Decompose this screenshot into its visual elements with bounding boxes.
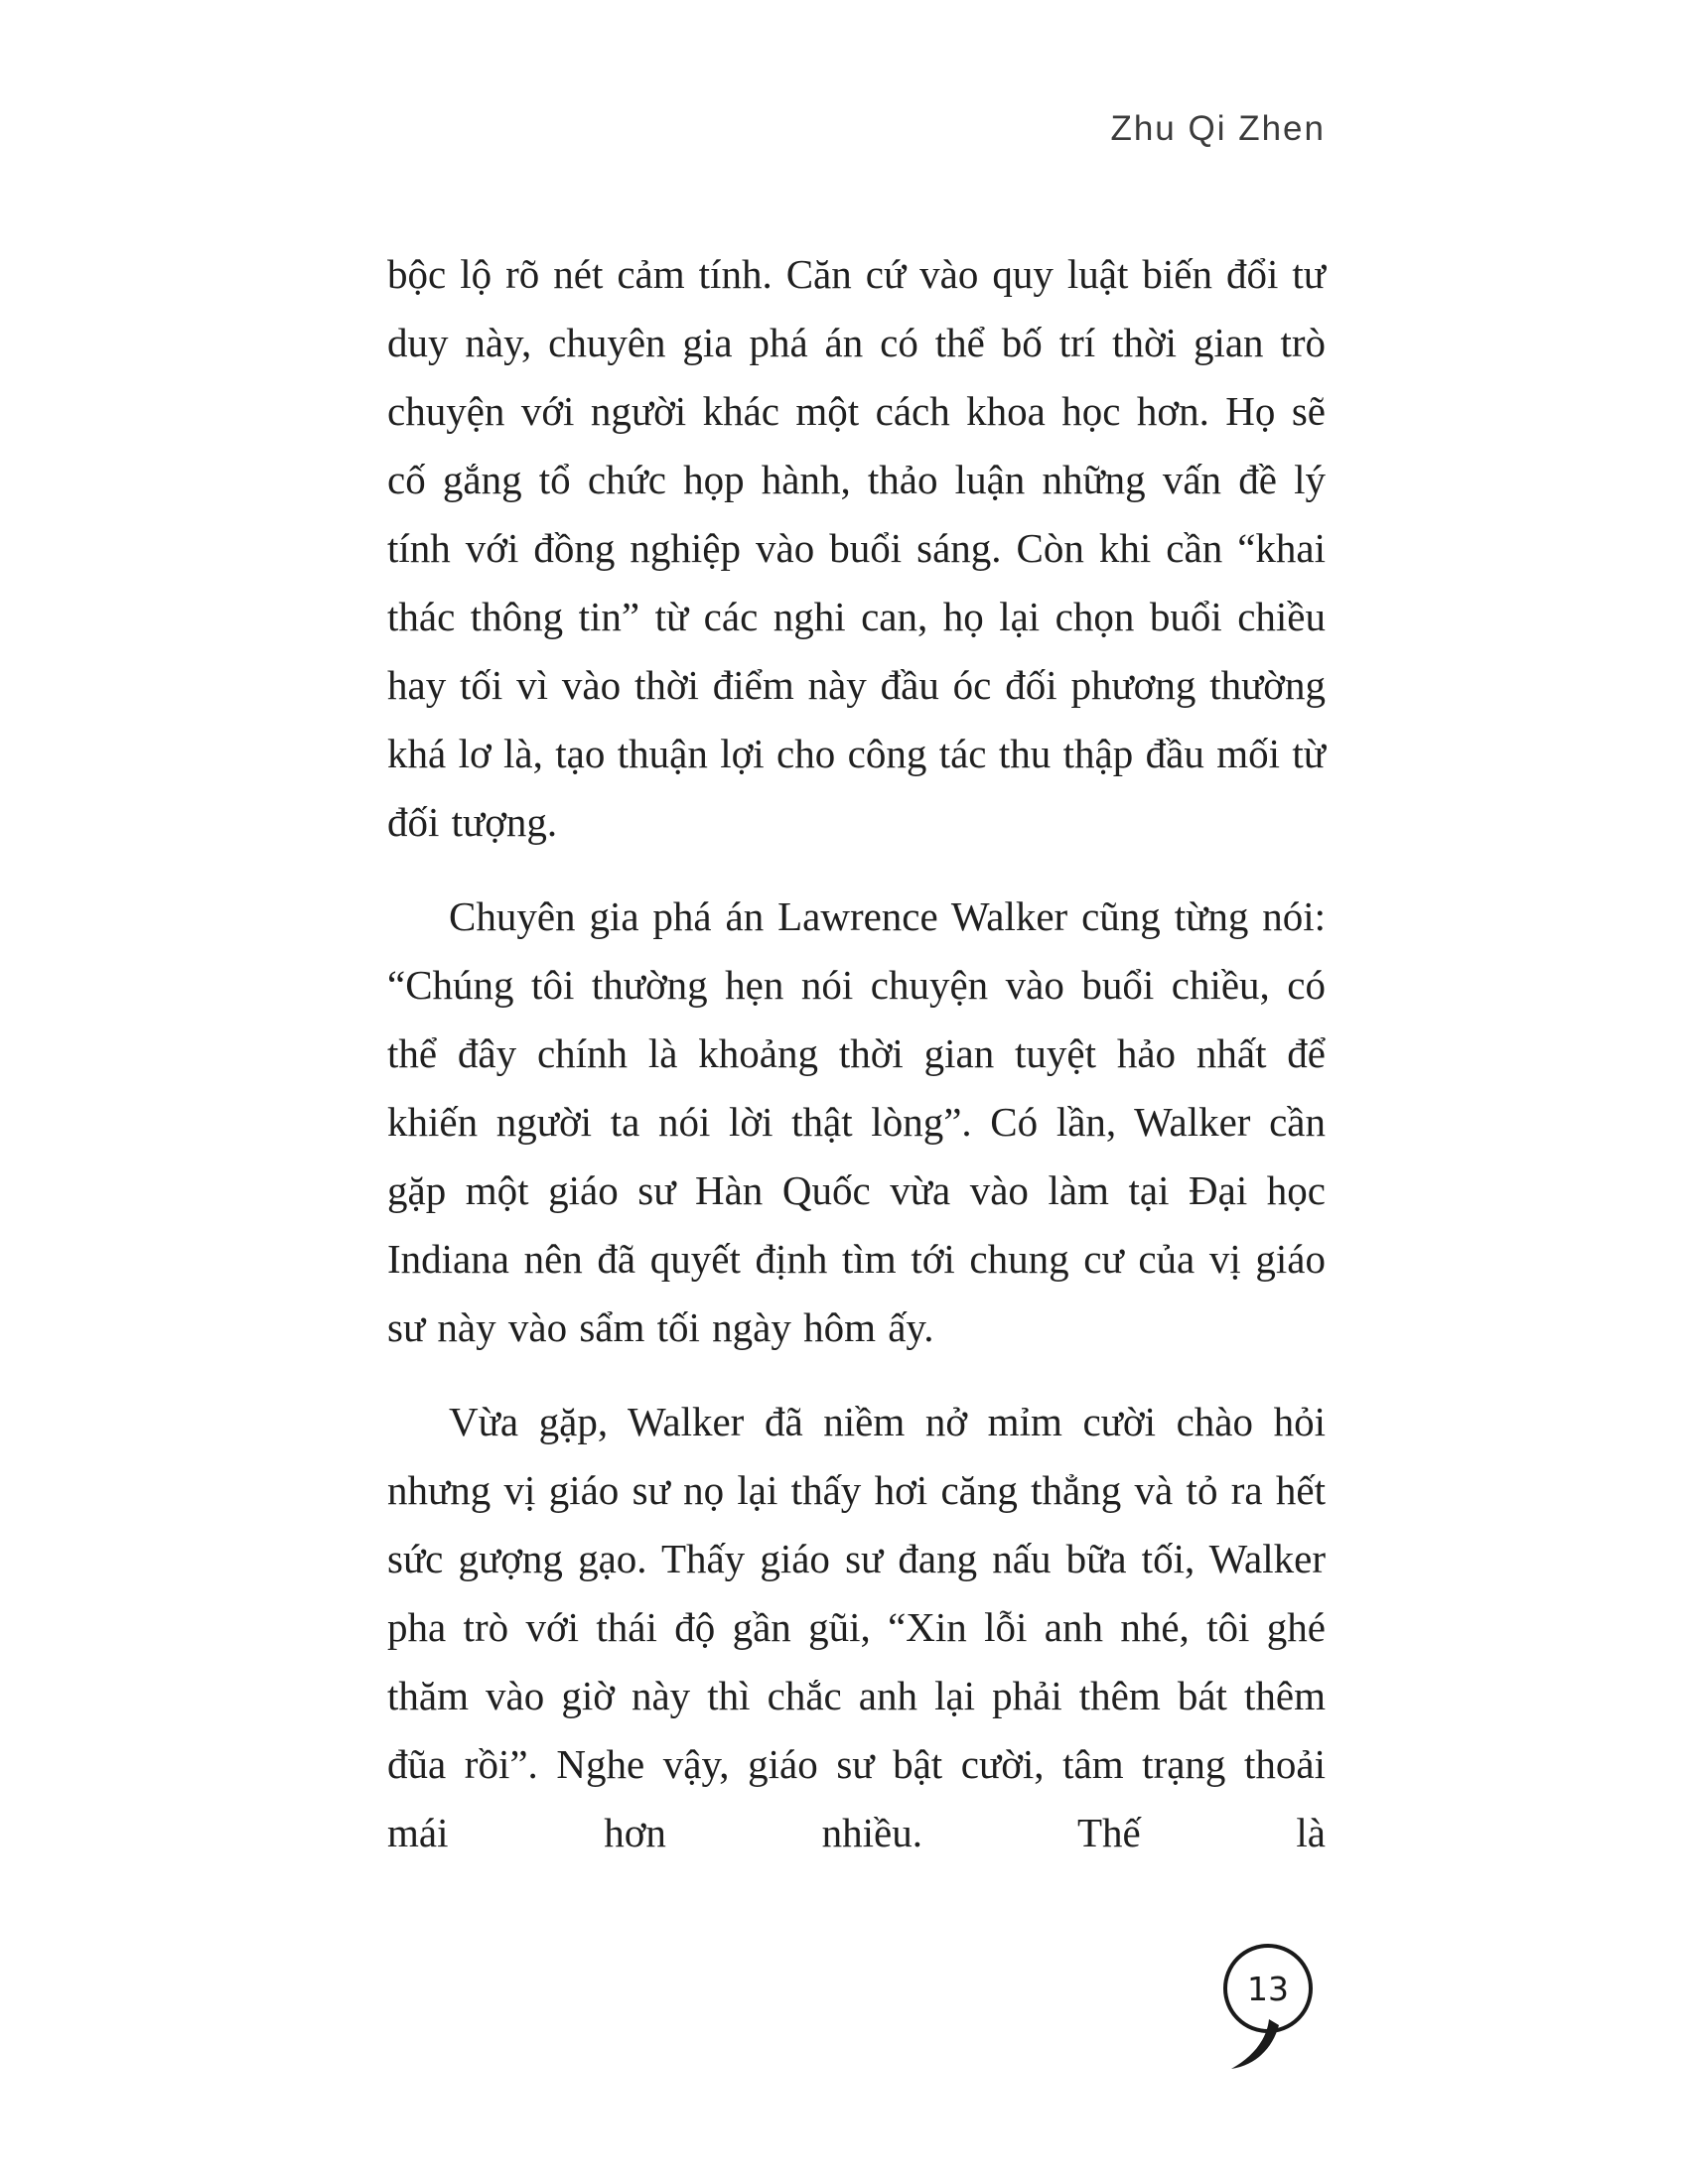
paragraph: Vừa gặp, Walker đã niềm nở mỉm cười chào hỏi nhưng vị giáo sư nọ lại thấy hơi căng thẳng và tỏ ra hết sức gượng gạo. Thấy giáo sư đang nấu bữa tối, Walker pha trò với thái độ gần gũi, “Xin lỗi anh nhé, tôi ghé thăm vào giờ này thì chắc anh lại phải thêm bát thêm đũa rồi”. Nghe vậy, giáo sư bật cười, tâm trạng thoải mái hơn nhiều. Thế là xyxy=(387,1399,1326,1855)
body-text xyxy=(387,240,1326,1893)
page-number: 13 xyxy=(1247,1969,1289,2008)
page-number-bubble xyxy=(1219,1944,1319,2075)
paragraph: Chuyên gia phá án Lawrence Walker cũng từng nói: “Chúng tôi thường hẹn nói chuyện vào buổi chiều, có thể đây chính là khoảng thời gian tuyệt hảo nhất để khiến người ta nói lời thật lòng”. Có lần, Walker cần gặp một giáo sư Hàn Quốc vừa vào làm tại Đại học Indiana nên đã quyết định tìm tới chung cư của vị giáo sư này vào sẩm tối ngày hôm ấy. xyxy=(387,893,1326,1350)
paragraph: bộc lộ rõ nét cảm tính. Căn cứ vào quy luật biến đổi tư duy này, chuyên gia phá án có thể bố trí thời gian trò chuyện với người khác một cách khoa học hơn. Họ sẽ cố gắng tổ chức họp hành, thảo luận những vấn đề lý tính với đồng nghiệp vào buổi sáng. Còn khi cần “khai thác thông tin” từ các nghi can, họ lại chọn buổi chiều hay tối vì vào thời điểm này đầu óc đối phương thường khá lơ là, tạo thuận lợi cho công tác thu thập đầu mối từ đối tượng. xyxy=(387,251,1326,845)
page-header-author: Zhu Qi Zhen xyxy=(1110,109,1326,148)
speech-bubble-tail-icon xyxy=(1225,2019,1287,2075)
